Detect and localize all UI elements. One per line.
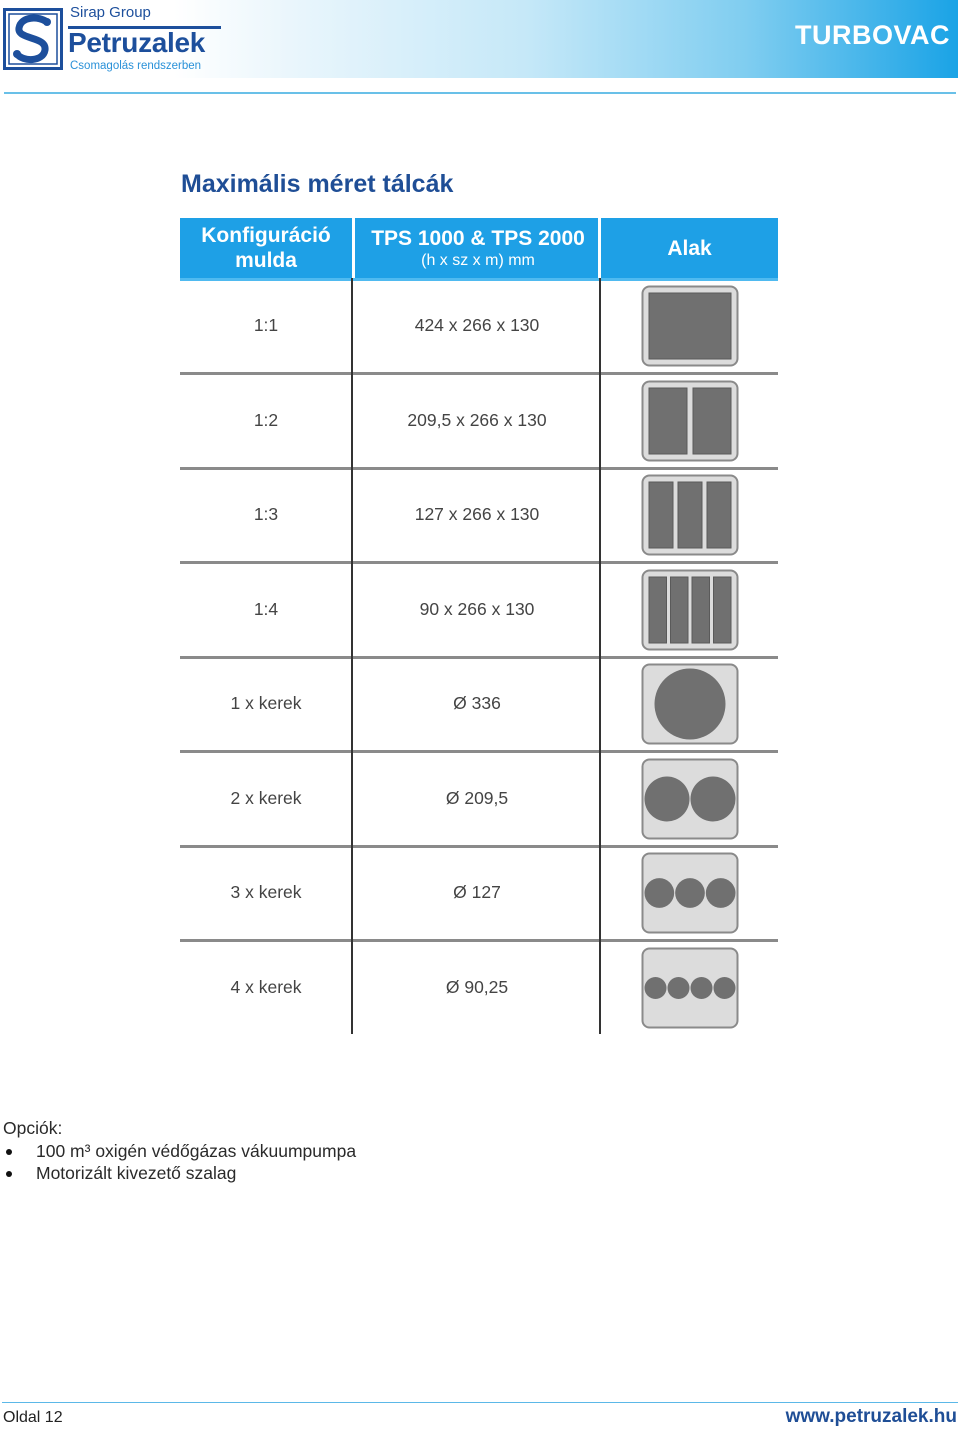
size-cell: Ø 90,25 (445, 977, 509, 997)
table-row (180, 562, 778, 657)
tray-cavity (714, 977, 736, 999)
options-heading: Opciók: (3, 1118, 63, 1138)
table-header (180, 218, 778, 281)
tray-cavity (692, 577, 710, 643)
header-size-line1: TPS 1000 & TPS 2000 (371, 226, 585, 250)
tray-outline (641, 947, 739, 1029)
header-size-line2: (h x sz x m) mm (421, 251, 535, 269)
tray-cavity (707, 482, 731, 548)
config-cell: 1:2 (253, 410, 279, 430)
tray-cavity (649, 577, 667, 643)
header-size (355, 218, 601, 278)
header-shape-label: Alak (667, 236, 712, 260)
header-config-line2: mulda (235, 249, 297, 272)
tray-cavity (706, 878, 736, 908)
tray-outline (641, 474, 739, 556)
table-row (180, 656, 778, 751)
table-row (180, 845, 778, 940)
tray-cavity (714, 577, 732, 643)
header-config-line1: Konfiguráció (201, 224, 331, 247)
tray-rect-3-icon (602, 467, 778, 562)
tray-cavity (693, 388, 731, 454)
size-cell: 209,5 x 266 x 130 (407, 410, 547, 430)
tray-outline (641, 663, 739, 745)
config-cell: 1:4 (253, 599, 279, 619)
header-divider (4, 92, 956, 94)
tray-cavity (691, 776, 736, 821)
table-row (180, 940, 778, 1035)
size-cell: 127 x 266 x 130 (414, 504, 540, 524)
config-cell: 1:1 (253, 315, 279, 335)
tray-outline (641, 758, 739, 840)
column-divider (599, 278, 601, 1034)
tray-outline (641, 285, 739, 367)
size-cell: 90 x 266 x 130 (419, 599, 535, 619)
config-cell: 2 x kerek (230, 788, 302, 808)
tray-cavity (671, 577, 689, 643)
table-row (180, 373, 778, 468)
config-cell: 4 x kerek (230, 977, 302, 997)
tray-cavity (691, 977, 713, 999)
tray-round-3-icon (602, 845, 778, 940)
tray-cavity (649, 293, 731, 359)
group-name: Sirap Group (70, 4, 151, 21)
header-configuration (180, 218, 352, 278)
config-cell: 3 x kerek (230, 882, 302, 902)
size-cell: Ø 336 (453, 693, 501, 713)
header-shape (601, 218, 778, 278)
column-divider (351, 278, 353, 1034)
options-list (3, 1140, 356, 1184)
tray-rect-4-icon (602, 562, 778, 657)
tray-outline (641, 569, 739, 651)
table-row (180, 278, 778, 373)
tray-cavity (645, 776, 690, 821)
tray-rect-2-icon (602, 373, 778, 468)
options-section (3, 1118, 356, 1184)
tray-round-1-icon (602, 656, 778, 751)
tray-cavity (655, 668, 726, 739)
config-cell: 1:3 (253, 504, 279, 524)
tray-outline (641, 852, 739, 934)
company-logo-icon (3, 8, 63, 70)
list-item: 100 m³ oxigén védőgázas vákuumpumpa (3, 1140, 356, 1162)
tray-cavity (678, 482, 702, 548)
list-item: Motorizált kivezető szalag (3, 1162, 356, 1184)
tray-outline (641, 380, 739, 462)
website-link[interactable]: www.petruzalek.hu (785, 1406, 957, 1427)
tray-cavity (675, 878, 705, 908)
company-tagline: Csomagolás rendszerben (70, 60, 202, 72)
tray-cavity (668, 977, 690, 999)
footer-divider (2, 1402, 958, 1403)
config-cell: 1 x kerek (230, 693, 302, 713)
tray-cavity (645, 878, 675, 908)
tray-round-2-icon (602, 751, 778, 846)
size-cell: 424 x 266 x 130 (414, 315, 540, 335)
page-number: Oldal 12 (3, 1409, 63, 1426)
size-cell: Ø 127 (453, 882, 501, 902)
table-row (180, 751, 778, 846)
tray-round-4-icon (602, 940, 778, 1035)
tray-rect-1-icon (602, 278, 778, 373)
tray-cavity (649, 388, 687, 454)
size-cell: Ø 209,5 (445, 788, 509, 808)
tray-cavity (645, 977, 667, 999)
tray-cavity (649, 482, 673, 548)
page-title: Maximális méret tálcák (181, 170, 454, 198)
table-row (180, 467, 778, 562)
product-name: TURBOVAC (795, 20, 950, 50)
company-name: Petruzalek (68, 27, 206, 58)
